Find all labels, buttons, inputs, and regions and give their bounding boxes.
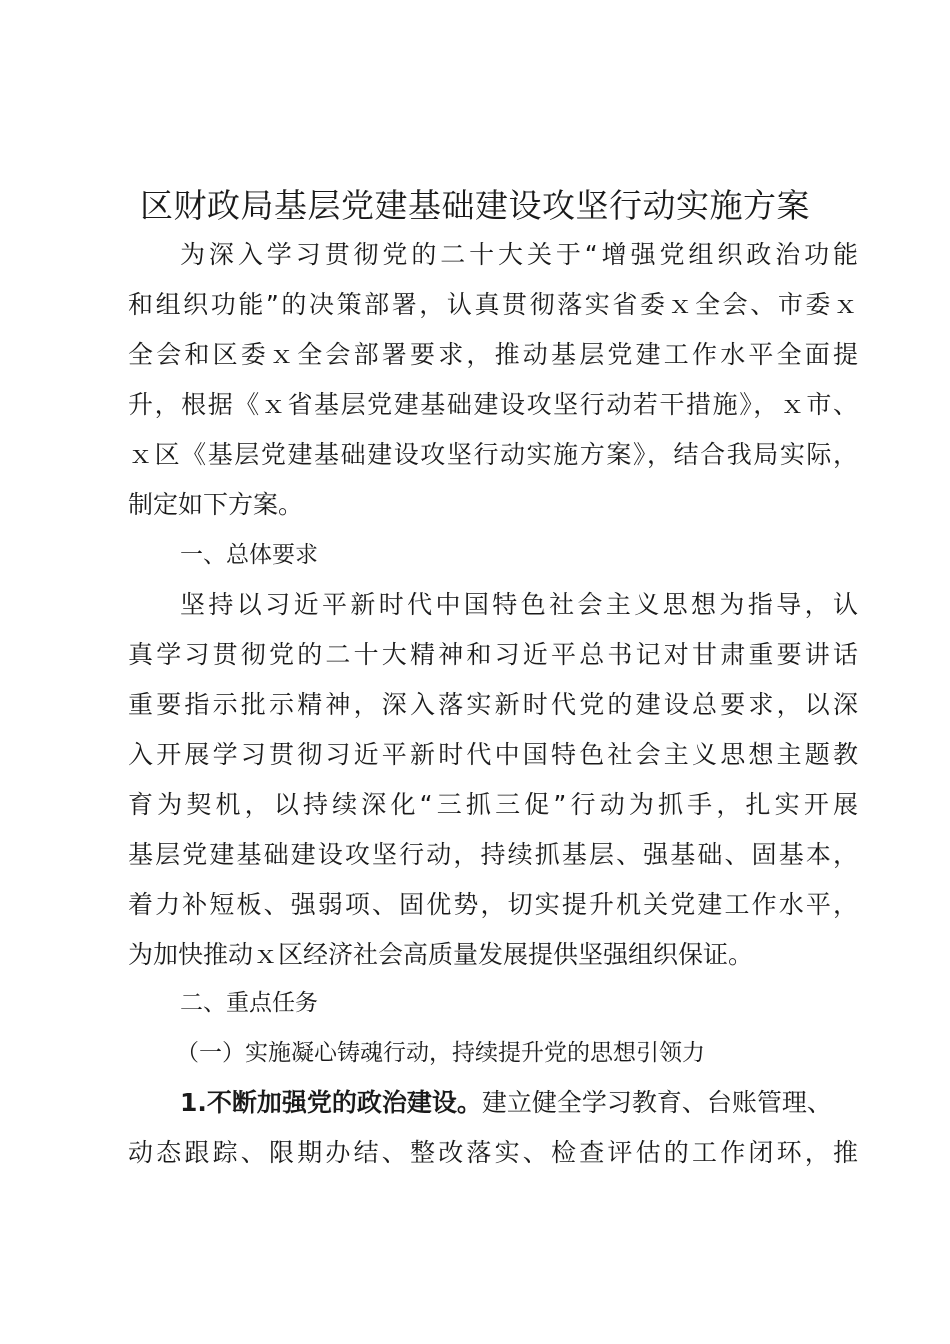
text-line: 重要指示批示精神，深入落实新时代党的建设总要求，以深 [128,690,858,719]
text-line: 育为契机，以持续深化“三抓三促”行动为抓手，扎实开展 [128,790,858,819]
text-line: 基层党建基础建设攻坚行动，持续抓基层、强基础、固基本， [128,840,858,869]
text-line: 和组织功能”的决策部署，认真贯彻落实省委ｘ全会、市委ｘ [128,290,858,319]
text-line: 为加快推动ｘ区经济社会高质量发展提供坚强组织保证。 [128,940,754,969]
text-line: 着力补短板、强弱项、固优势，切实提升机关党建工作水平， [128,890,858,919]
text-line: 制定如下方案。 [128,490,304,519]
text-line: 坚持以习近平新时代中国特色社会主义思想为指导，认 [180,590,858,619]
section-heading-1-block [128,530,858,580]
item-1-text: 建立健全学习教育、台账管理、 [481,1088,832,1117]
page-title: 区财政局基层党建基础建设攻坚行动实施方案 [140,186,810,225]
text-line: 为深入学习贯彻党的二十大关于“增强党组织政治功能 [180,240,858,269]
section-heading-1: 一、总体要求 [180,542,318,568]
subsection-heading-1: （一）实施凝心铸魂行动，持续提升党的思想引领力 [176,1040,705,1066]
text-line: 入开展学习贯彻习近平新时代中国特色社会主义思想主题教 [128,740,858,769]
intro-paragraph [128,230,858,530]
text-line: 真学习贯彻党的二十大精神和习近平总书记对甘肃重要讲话 [128,640,858,669]
section-heading-2: 二、重点任务 [180,990,318,1016]
text-line: 升，根据《ｘ省基层党建基础建设攻坚行动若干措施》，ｘ市、 [128,390,858,419]
text-line: 全会和区委ｘ全会部署要求，推动基层党建工作水平全面提 [128,340,858,369]
section-heading-2-block [128,978,858,1028]
text-line [128,1078,858,1128]
paragraph-overall-requirements [128,580,858,980]
text-line: ｘ区《基层党建基础建设攻坚行动实施方案》，结合我局实际， [128,440,858,469]
item-1-paragraph [128,1078,858,1178]
item-1-title: 1.不断加强党的政治建设。 [180,1088,482,1117]
subsection-heading-block [128,1028,858,1078]
text-line: 动态跟踪、限期办结、整改落实、检查评估的工作闭环，推 [128,1138,858,1167]
